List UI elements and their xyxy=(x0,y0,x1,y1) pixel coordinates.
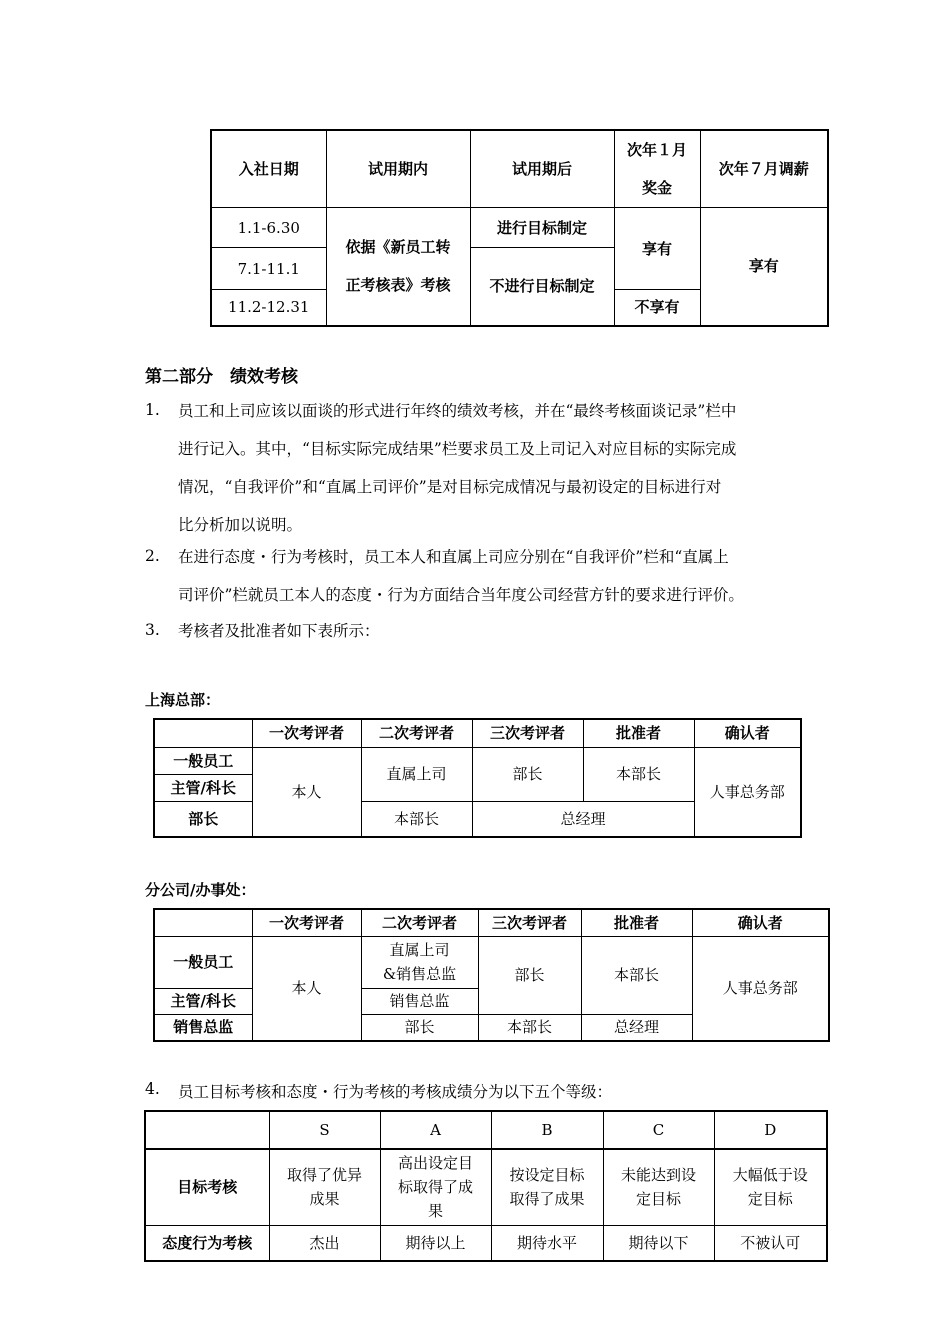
attitude-grade-cell: 期待水平 xyxy=(491,1225,603,1261)
header-after-probation: 试用期后 xyxy=(470,130,614,208)
row-label-staff: 一般员工 xyxy=(154,936,252,988)
goal-grade-cell: 大幅低于设 定目标 xyxy=(714,1149,827,1225)
header-during-probation: 试用期内 xyxy=(326,130,470,208)
item-1-text: 员工和上司应该以面谈的形式进行年终的绩效考核，并在“最终考核面谈记录”栏中 进行记入。其中，“目标实际完成结果”栏要求员工及上司记入对应目标的实际完成 情况，“自我评价”和“直属上司评价”是对目标完成情况与最初设定的目标进行对 比分析加以说明。 xyxy=(178,402,737,534)
item-number: 1. xyxy=(145,401,160,419)
this-dept-head-cell: 本部长 xyxy=(581,936,692,1014)
header-join-date: 入社日期 xyxy=(211,130,326,208)
goal-grade-cell: 高出设定目 标取得了成 果 xyxy=(380,1149,491,1225)
goal-grade-cell: 按设定目标 取得了成果 xyxy=(491,1149,603,1225)
hq-reviewer-table xyxy=(153,718,802,838)
corner-cell xyxy=(154,909,252,936)
header-reviewer-2: 二次考评者 xyxy=(361,909,478,936)
row-label-supervisor: 主管/科长 xyxy=(154,774,252,801)
grade-level: S xyxy=(269,1111,380,1149)
grade-table xyxy=(144,1110,828,1262)
goal-grade-cell: 未能达到设 定目标 xyxy=(603,1149,714,1225)
row-label-staff: 一般员工 xyxy=(154,747,252,774)
item-number: 4. xyxy=(145,1080,160,1098)
goal-grade-cell: 取得了优异 成果 xyxy=(269,1149,380,1225)
corner-cell xyxy=(154,719,252,747)
header-reviewer-2: 二次考评者 xyxy=(361,719,472,747)
bonus-no: 不享有 xyxy=(614,290,700,326)
hr-cell: 人事总务部 xyxy=(694,747,801,837)
this-dept-head-cell: 本部长 xyxy=(478,1014,581,1041)
header-approver: 批准者 xyxy=(581,909,692,936)
branch-label: 分公司/办事处： xyxy=(145,881,256,899)
item-number: 3. xyxy=(145,621,160,639)
date-range: 1.1-6.30 xyxy=(211,208,326,248)
branch-reviewer-table xyxy=(153,908,830,1042)
gm-cell: 总经理 xyxy=(472,801,694,837)
row-label-attitude: 态度行为考核 xyxy=(145,1225,269,1261)
grade-level: B xyxy=(491,1111,603,1149)
header-reviewer-1: 一次考评者 xyxy=(252,719,361,747)
grade-level: A xyxy=(380,1111,491,1149)
row-label-goal: 目标考核 xyxy=(145,1149,269,1225)
after-set-goals: 进行目标制定 xyxy=(470,208,614,248)
attitude-grade-cell: 不被认可 xyxy=(714,1225,827,1261)
header-approver: 批准者 xyxy=(583,719,694,747)
item-number: 2. xyxy=(145,547,160,565)
during-probation-cell: 依据《新员工转 正考核表》考核 xyxy=(326,208,470,326)
raise-yes: 享有 xyxy=(700,208,828,326)
sales-director-cell: 销售总监 xyxy=(361,988,478,1014)
bonus-yes: 享有 xyxy=(614,208,700,290)
attitude-grade-cell: 杰出 xyxy=(269,1225,380,1261)
direct-boss-cell: 直属上司 &销售总监 xyxy=(361,936,478,988)
header-confirmer: 确认者 xyxy=(694,719,801,747)
this-dept-head-cell: 本部长 xyxy=(583,747,694,801)
header-raise: 次年７月调薪 xyxy=(700,130,828,208)
item-4-text: 员工目标考核和态度・行为考核的考核成绩分为以下五个等级： xyxy=(178,1083,613,1101)
dept-head-cell: 部长 xyxy=(478,936,581,1014)
attitude-grade-cell: 期待以下 xyxy=(603,1225,714,1261)
corner-cell xyxy=(145,1111,269,1149)
header-reviewer-1: 一次考评者 xyxy=(252,909,361,936)
item-2-text: 在进行态度・行为考核时，员工本人和直属上司应分别在“自我评价”栏和“直属上 司评价”栏就员工本人的态度・行为方面结合当年度公司经营方针的要求进行评价。 xyxy=(178,548,744,604)
grade-level: D xyxy=(714,1111,827,1149)
this-dept-head-cell: 本部长 xyxy=(361,801,472,837)
dept-head-cell: 部长 xyxy=(472,747,583,801)
row-label-dept-head: 部长 xyxy=(154,801,252,837)
header-reviewer-3: 三次考评者 xyxy=(472,719,583,747)
row-label-sales-director: 销售总监 xyxy=(154,1014,252,1041)
self-cell: 本人 xyxy=(252,747,361,837)
hq-label: 上海总部： xyxy=(145,691,221,709)
item-3-text: 考核者及批准者如下表所示： xyxy=(178,622,380,640)
after-no-goals: 不进行目标制定 xyxy=(470,248,614,326)
date-range: 11.2-12.31 xyxy=(211,290,326,326)
probation-table xyxy=(210,129,829,327)
section-title: 第二部分 绩效考核 xyxy=(145,367,298,387)
header-confirmer: 确认者 xyxy=(692,909,829,936)
row-label-supervisor: 主管/科长 xyxy=(154,988,252,1014)
dept-head-cell: 部长 xyxy=(361,1014,478,1041)
gm-cell: 总经理 xyxy=(581,1014,692,1041)
self-cell: 本人 xyxy=(252,936,361,1041)
header-bonus: 次年１月 奖金 xyxy=(614,130,700,208)
attitude-grade-cell: 期待以上 xyxy=(380,1225,491,1261)
grade-level: C xyxy=(603,1111,714,1149)
header-reviewer-3: 三次考评者 xyxy=(478,909,581,936)
direct-boss-cell: 直属上司 xyxy=(361,747,472,801)
date-range: 7.1-11.1 xyxy=(211,248,326,290)
hr-cell: 人事总务部 xyxy=(692,936,829,1041)
